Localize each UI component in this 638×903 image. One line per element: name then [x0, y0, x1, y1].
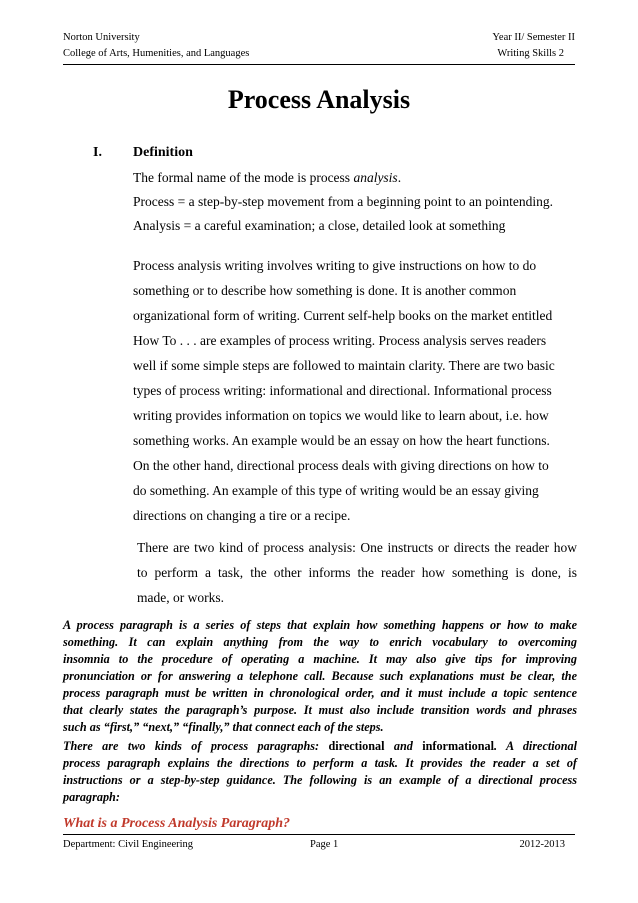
formal-name-period: . — [397, 170, 402, 185]
header-divider — [63, 64, 575, 65]
page-title: Process Analysis — [227, 85, 411, 114]
definition-analysis: Analysis = a careful examination; a close, detailed look at something — [133, 218, 506, 233]
term-directional: directional — [328, 739, 385, 753]
paragraph-line: How To . . . are examples of process writing. Process analysis serves readers — [133, 333, 547, 348]
paragraph-line: well if some simple steps are followed to maintain clarity. There are two basic — [133, 358, 555, 373]
paragraph-line — [63, 738, 577, 755]
paragraph-line: directions on changing a tire or a recipe. — [133, 508, 351, 523]
section-heading: Definition — [133, 145, 193, 160]
formal-name-italic: analysis — [353, 170, 398, 185]
paragraph-line: writing provides information on topics we would like to learn about, i.e. how — [133, 408, 549, 423]
footer-page-number: Page 1 — [310, 839, 339, 850]
definition-process: Process = a step-by-step movement from a beginning point to an pointending. — [133, 194, 554, 209]
paragraph-line: process paragraph explains the directions to perform a task. It provides the reader a set of — [63, 756, 577, 770]
paragraph-line: types of process writing: informational and directional. Informational process — [133, 383, 552, 398]
header-right — [492, 30, 575, 62]
paragraph-line: Process analysis writing involves writing to give instructions on how to do — [133, 258, 537, 273]
kinds-of-process-paragraphs — [63, 738, 577, 806]
two-kinds-paragraph — [137, 535, 577, 610]
kinds-directional-start: . A directional — [494, 739, 577, 753]
paragraph-line: to perform a task, the other informs the reader how something is done, is — [137, 565, 577, 580]
definition-formal-name — [133, 166, 593, 190]
paragraph-line: do something. An example of this type of writing would be an essay giving — [133, 483, 539, 498]
page-footer — [63, 838, 575, 852]
paragraph-line: On the other hand, directional process deals with giving directions on how to — [133, 458, 549, 473]
paragraph-line: insomnia to the procedure of operating a machine. It may also give tips for improving — [63, 652, 577, 666]
formal-name-text: The formal name of the mode is process — [133, 170, 354, 185]
subheading: What is a Process Analysis Paragraph? — [63, 816, 291, 831]
section-number: I. — [93, 145, 102, 160]
paragraph-line: made, or works. — [137, 590, 224, 605]
paragraph-line: There are two kind of process analysis: One instructs or directs the reader how — [137, 540, 577, 555]
paragraph-line: A process paragraph is a series of steps that explain how something happens or how to make — [63, 618, 577, 632]
paragraph-line: something. It can explain anything from the way to enrich vocabulary to overcoming — [63, 635, 577, 649]
paragraph-line: such as “first,” “next,” “finally,” that connect each of the steps. — [63, 720, 384, 734]
paragraph-line: something works. An example would be an essay on how the heart functions. — [133, 433, 550, 448]
college-name: College of Arts, Humenities, and Languages — [63, 48, 250, 59]
paragraph-line: process paragraph must be written in chronological order, and it must include a topic sentence — [63, 686, 577, 700]
course-name: Writing Skills 2 — [497, 48, 564, 59]
footer-year: 2012-2013 — [519, 839, 565, 850]
university-name: Norton University — [63, 32, 140, 43]
paragraph-line: pronunciation or for answering a telephone call. Because such explanations must be clear, the — [63, 669, 577, 683]
footer-divider — [63, 834, 575, 835]
footer-department: Department: Civil Engineering — [63, 839, 194, 850]
paragraph-line: instructions or a step-by-step guidance. The following is an example of a directional process — [63, 773, 577, 787]
paragraph-line: something or to describe how something is done. It is another common — [133, 283, 517, 298]
term-informational: informational — [422, 739, 494, 753]
paragraph-line: paragraph: — [63, 790, 120, 804]
paragraph-line: that clearly states the paragraph’s purpose. It must also include transition words and phrases — [63, 703, 577, 717]
header-left — [63, 30, 249, 62]
process-analysis-paragraph — [133, 253, 580, 528]
definitions — [133, 166, 593, 238]
kinds-and: and — [384, 739, 423, 753]
paragraph-line: organizational form of writing. Current self-help books on the market entitled — [133, 308, 553, 323]
process-paragraph-explanation — [63, 617, 577, 736]
year-semester: Year II/ Semester II — [492, 32, 575, 43]
kinds-intro: There are two kinds of process paragraphs: — [63, 739, 329, 753]
